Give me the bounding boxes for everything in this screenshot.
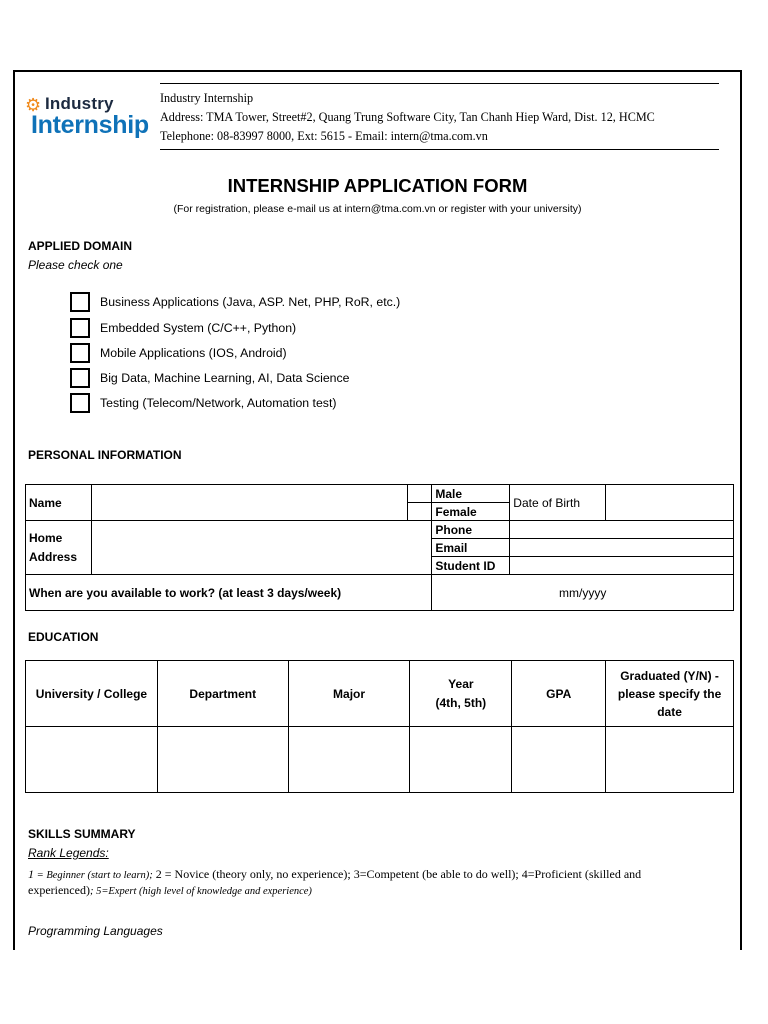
department-input[interactable] bbox=[157, 727, 288, 793]
domain-option-bigdata[interactable] bbox=[70, 366, 350, 390]
graduated-line1: Graduated (Y/N) - bbox=[620, 668, 719, 683]
phone-input[interactable] bbox=[510, 521, 734, 539]
university-input[interactable] bbox=[26, 727, 158, 793]
domain-option-embedded[interactable] bbox=[70, 316, 296, 340]
programming-languages-heading: Programming Languages bbox=[28, 924, 163, 938]
option-label: Testing (Telecom/Network, Automation test) bbox=[100, 396, 337, 410]
form-title: INTERNSHIP APPLICATION FORM bbox=[227, 175, 528, 196]
home-label: Home bbox=[29, 530, 63, 545]
email-label: Email bbox=[432, 539, 510, 557]
graduated-line2: please specify the bbox=[617, 686, 722, 701]
graduated-input[interactable] bbox=[606, 727, 734, 793]
year-label: Year bbox=[448, 676, 474, 691]
org-address: Address: TMA Tower, Street#2, Quang Trung Software City, Tan Chanh Hiep Ward, Dist. 12, HCMC bbox=[160, 110, 655, 124]
personal-info-table bbox=[25, 484, 734, 611]
education-table bbox=[25, 660, 734, 793]
logo-text-bottom: Internship bbox=[31, 111, 149, 139]
availability-label: When are you available to work? (at least 3 days/week) bbox=[26, 575, 432, 611]
male-checkbox[interactable] bbox=[408, 485, 432, 503]
org-name: Industry Internship bbox=[160, 91, 254, 105]
legend-1-text: = Beginner (start to learn); bbox=[34, 870, 153, 881]
col-university: University / College bbox=[26, 661, 158, 727]
personal-info-heading: PERSONAL INFORMATION bbox=[28, 448, 182, 462]
rank-legend-line1 bbox=[28, 867, 641, 882]
rank-legend-title: Rank Legends: bbox=[28, 846, 109, 860]
col-department: Department bbox=[157, 661, 288, 727]
gear-icon: ⚙ bbox=[25, 95, 42, 115]
applied-domain-heading: APPLIED DOMAIN bbox=[28, 239, 133, 253]
form-page bbox=[13, 70, 742, 950]
applied-domain-instruction: Please check one bbox=[28, 258, 123, 272]
col-gpa: GPA bbox=[512, 661, 606, 727]
checkbox[interactable] bbox=[70, 368, 90, 388]
name-input[interactable] bbox=[91, 485, 407, 521]
org-contact: Telephone: 08-83997 8000, Ext: 5615 - Email: intern@tma.com.vn bbox=[160, 129, 488, 143]
phone-label: Phone bbox=[432, 521, 510, 539]
checkbox[interactable] bbox=[70, 393, 90, 413]
student-id-label: Student ID bbox=[432, 557, 510, 575]
skills-heading: SKILLS SUMMARY bbox=[28, 827, 136, 841]
option-label: Mobile Applications (IOS, Android) bbox=[100, 346, 287, 360]
female-checkbox[interactable] bbox=[408, 503, 432, 521]
rank-legend-line2 bbox=[28, 883, 312, 898]
availability-input[interactable]: mm/yyyy bbox=[432, 575, 734, 611]
graduated-line3: date bbox=[657, 704, 682, 719]
male-label: Male bbox=[432, 485, 510, 503]
major-input[interactable] bbox=[288, 727, 410, 793]
home-address-label bbox=[26, 521, 92, 575]
legend-3: experienced) bbox=[28, 883, 90, 897]
student-id-input[interactable] bbox=[510, 557, 734, 575]
checkbox[interactable] bbox=[70, 292, 90, 312]
option-label: Business Applications (Java, ASP. Net, PHP, RoR, etc.) bbox=[100, 295, 401, 309]
col-graduated bbox=[606, 661, 734, 727]
female-label: Female bbox=[432, 503, 510, 521]
industry-internship-logo bbox=[25, 94, 165, 142]
name-label: Name bbox=[26, 485, 92, 521]
year-input[interactable] bbox=[410, 727, 512, 793]
gpa-input[interactable] bbox=[512, 727, 606, 793]
option-label: Big Data, Machine Learning, AI, Data Science bbox=[100, 371, 350, 385]
legend-2: 2 = Novice (theory only, no experience); 3=Competent (be able to do well); 4=Proficient (skilled and bbox=[152, 867, 642, 881]
header-bottom-rule bbox=[160, 149, 719, 150]
header-top-rule bbox=[160, 83, 719, 84]
col-year bbox=[410, 661, 512, 727]
domain-option-business[interactable] bbox=[70, 290, 400, 314]
legend-5: ; 5=Expert (high level of knowledge and experience) bbox=[89, 886, 312, 897]
legend-1: 1 bbox=[28, 867, 34, 881]
dob-label: Date of Birth bbox=[510, 485, 606, 521]
checkbox[interactable] bbox=[70, 318, 90, 338]
option-label: Embedded System (C/C++, Python) bbox=[100, 321, 297, 335]
dob-input[interactable] bbox=[606, 485, 734, 521]
form-subtitle: (For registration, please e-mail us at intern@tma.com.vn or register with your university) bbox=[173, 203, 582, 215]
address-label: Address bbox=[29, 549, 78, 564]
logo-text-top: Industry bbox=[45, 94, 114, 113]
year-sub: (4th, 5th) bbox=[435, 695, 487, 710]
checkbox[interactable] bbox=[70, 343, 90, 363]
education-heading: EDUCATION bbox=[28, 630, 99, 644]
col-major: Major bbox=[288, 661, 410, 727]
home-address-input[interactable] bbox=[91, 521, 431, 575]
domain-option-testing[interactable] bbox=[70, 391, 336, 415]
email-input[interactable] bbox=[510, 539, 734, 557]
domain-option-mobile[interactable] bbox=[70, 341, 287, 365]
